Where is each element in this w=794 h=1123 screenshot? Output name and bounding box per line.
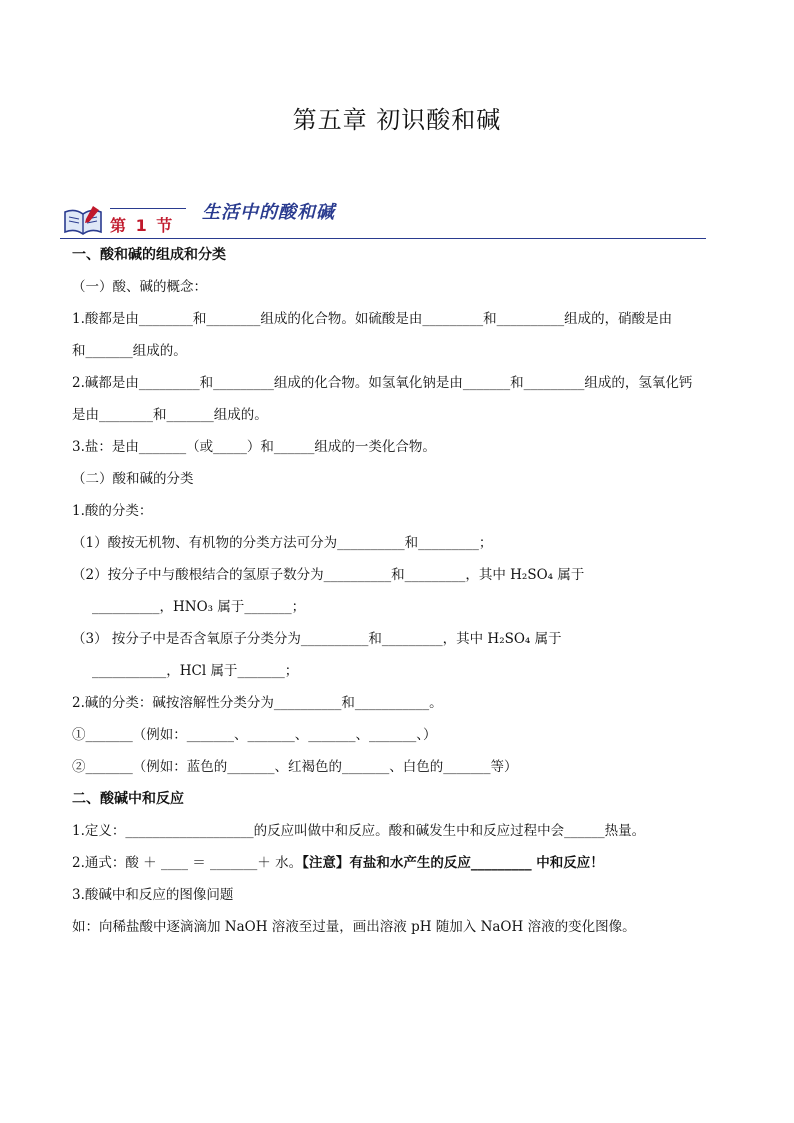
question-neutralization-formula — [72, 854, 604, 872]
neutralization-graph-label: 3.酸碱中和反应的图像问题 — [72, 887, 234, 903]
question-salt: 3.盐：是由_______（或_____）和______组成的一类化合物。 — [72, 439, 436, 455]
section-title: 生活中的酸和碱 — [202, 202, 335, 223]
heading-neutralization: 二、酸碱中和反应 — [72, 791, 184, 807]
subheading-concepts: （一）酸、碱的概念： — [72, 279, 207, 295]
heading-acid-base-composition: 一、酸和碱的组成和分类 — [72, 247, 226, 263]
book-icon — [63, 204, 103, 236]
section-number: 第 1 节 — [110, 216, 175, 235]
section-number-rule — [110, 208, 186, 209]
question-base-composition: 2.碱都是由_________和_________组成的化合物。如氢氧化钠是由_______和_________组成的，氢氧化钙 — [72, 375, 693, 391]
base-classification-item-2: ②_______（例如：蓝色的_______、红褐色的_______、白色的_______等） — [72, 759, 518, 775]
acid-classification-3-cont: ___________，HCl 属于_______； — [92, 663, 299, 679]
question-base-composition-cont: 是由________和_______组成的。 — [72, 407, 268, 423]
section-header — [60, 196, 706, 242]
neutralization-graph-example: 如：向稀盐酸中逐滴滴加 NaOH 溶液至过量，画出溶液 pH 随加入 NaOH 溶液的变化图像。 — [72, 919, 636, 935]
acid-classification-2: （2）按分子中与酸根结合的氢原子数分为__________和_________，其中 H₂SO₄ 属于 — [72, 567, 585, 583]
note-text: 【注意】有盐和水产生的反应_________ 中和反应！ — [302, 855, 604, 871]
formula-text: 2.通式：酸 ＋ ____ ＝ _______＋ 水。 — [72, 855, 303, 871]
page-title: 第五章 初识酸和碱 — [292, 106, 502, 134]
acid-classification-2-cont: __________，HNO₃ 属于_______； — [92, 599, 306, 615]
question-neutralization-definition: 1.定义：___________________的反应叫做中和反应。酸和碱发生中和反应过程中会______热量。 — [72, 823, 646, 839]
question-acid-composition: 1.酸都是由________和________组成的化合物。如硫酸是由_________和__________组成的，硝酸是由 — [72, 311, 673, 327]
acid-classification-3: （3） 按分子中是否含氧原子分类分为__________和_________，其中 H₂SO₄ 属于 — [72, 631, 562, 647]
subheading-classification: （二）酸和碱的分类 — [72, 471, 194, 487]
acid-classification-label: 1.酸的分类： — [72, 503, 153, 519]
acid-classification-1: （1）酸按无机物、有机物的分类方法可分为__________和_________； — [72, 535, 493, 551]
section-divider — [60, 238, 706, 239]
question-acid-composition-cont: 和_______组成的。 — [72, 343, 187, 359]
base-classification: 2.碱的分类：碱按溶解性分类分为__________和___________。 — [72, 695, 443, 711]
base-classification-item-1: ①_______（例如：_______、_______、_______、_______、） — [72, 727, 437, 743]
